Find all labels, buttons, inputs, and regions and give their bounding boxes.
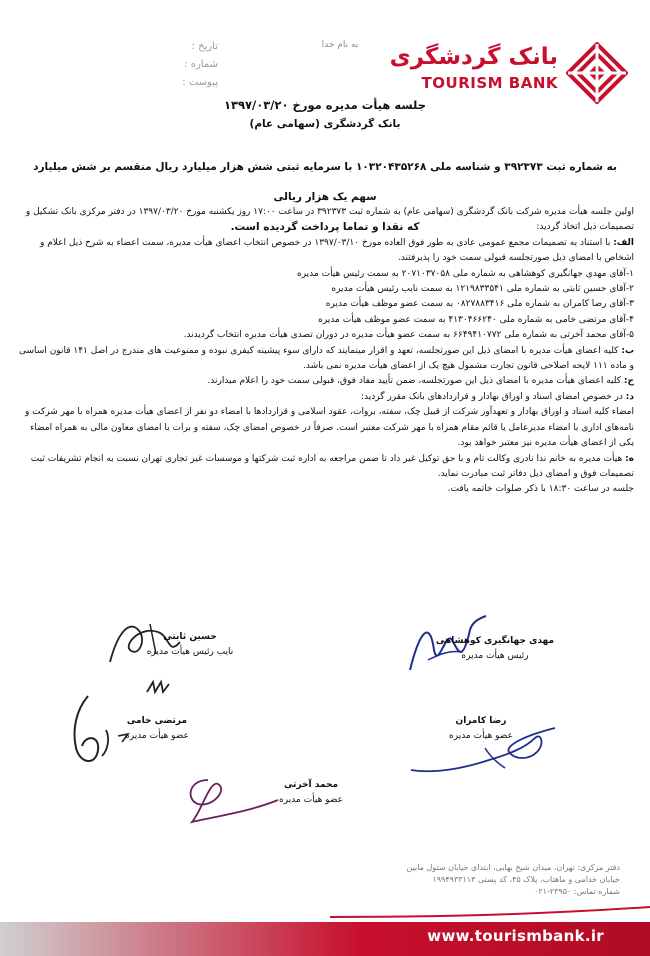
bank-name: بانک گردشگری (سهامی عام)	[249, 118, 401, 130]
number-label: شماره :	[184, 59, 218, 70]
closing-line: جلسه در ساعت ۱۸:۳۰ با ذکر صلوات خاتمه یافت.	[447, 484, 634, 495]
registration-line-1: به شماره ثبت ۳۹۲۳۷۳ و شناسه ملی ۱۰۳۲۰۴۳۵۲۶۸ با سرمایه ثبتی شش هزار میلیارد ریال منقسم بر شش میلیارد سهم یک هزار ریالی	[33, 161, 617, 203]
signatory-name: محمد آخرتی	[283, 780, 339, 790]
clause-e-label: ه:	[625, 453, 634, 464]
clause-d-intro-text: در خصوص امضای اسناد و اوراق بهادار و قراردادهای بانک مقرر گردید:	[360, 391, 623, 402]
signatory-kamran	[416, 714, 546, 744]
phone-number: شماره تماس: ۲۳۹۵۰-۰۲۱	[534, 887, 620, 896]
clause-c-label: ج:	[623, 376, 634, 387]
address-line-2: خیابان خدامی و ماهتاب، پلاک ۴۵، کد پستی ۱۹۹۴۹۳۳۱۱۳	[432, 875, 620, 884]
clause-a	[16, 236, 634, 267]
signatory-jahangiri	[420, 634, 570, 664]
intro-paragraph: اولین جلسه هیأت مدیره شرکت بانک گردشگری (سهامی عام) به شماره ثبت ۳۹۲۳۷۳ در ساعت ۱۷:۰۰ روز یکشنبه مورخ ۱۳۹۷/۰۳/۲۰ در دفتر مرکزی بانک تشکیل و تصمیمات ذیل اتخاذ گردید:	[25, 207, 634, 233]
member-4: ۴-آقای مرتضی خامی به شماره ملی ۴۱۳۰۴۶۶۲۴۰ به سمت عضو موظف هیأت مدیره	[318, 314, 634, 325]
clause-e-text: هیأت مدیره به خانم ندا نادری وکالت تام و با حق توکیل غیر داد تا ضمن مراجعه به اداره ثبت شرکتها و موسسات غیر تجاری تهران نسبت به انجام تشریفات ثبت تصمیمات فوق و امضای ذیل دفاتر ثبت مبادرت نماید.	[30, 453, 634, 479]
signatory-role: نایب رئیس هیأت مدیره	[146, 647, 234, 657]
signatory-name: رضا کامران	[455, 716, 507, 726]
clause-e	[16, 452, 634, 483]
signatory-khami	[92, 714, 222, 744]
clause-b	[16, 344, 634, 375]
website-link[interactable]: www.tourismbank.ir	[427, 927, 604, 945]
member-3: ۳-آقای رضا کامران به شماره ملی ۰۸۲۷۸۸۳۴۱۶ به سمت عضو موظف هیأت مدیره	[325, 299, 634, 310]
clause-d-intro	[16, 390, 634, 405]
date-label: تاریخ :	[191, 41, 218, 52]
member-1: ۱-آقای مهدی جهانگیری کوهشاهی به شماره ملی ۲۰۷۱۰۳۷۰۵۸ به سمت رئیس هیأت مدیره	[297, 268, 634, 279]
footer-bar	[0, 922, 650, 956]
footer-decoration	[330, 905, 650, 919]
bismillah: به نام خدا	[321, 40, 359, 50]
signatory-name: مرتضی خامی	[126, 716, 188, 726]
member-2: ۲-آقای حسین ثابتی به شماره ملی ۱۲۱۹۸۳۳۵۴۱ به سمت نایب رئیس هیأت مدیره	[331, 284, 634, 295]
logo-title-fa: بانک گردشگری	[389, 44, 558, 70]
signatory-role: عضو هیأت مدیره	[125, 731, 189, 741]
clause-d: امضاء کلیه اسناد و اوراق بهادار و تعهدآور شرکت از قبیل چک، سفته، بروات، عقود اسلامی و قراردادها با امضاء دو نفر از اعضای هیأت مدیره همراه با مهر شرکت و نامه‌های اداری با امضاء مدیرعامل یا قائم مقام همراه با مهر شرکت معتبر است. صرفاً در خصوص امضای چک، سفته و برات با امضای معاون مالی به همراه امضاء یکی از اعضای هیأت مدیره نیز معتبر خواهد بود.	[24, 407, 634, 449]
signatory-sabeti	[120, 630, 260, 660]
signatory-role: عضو هیأت مدیره	[279, 795, 343, 805]
bank-emblem-icon	[566, 42, 628, 104]
address-line-1: دفتر مرکزی: تهران، میدان شیخ بهایی، ابتدای خیابان ستول مابین	[406, 863, 620, 872]
signatory-role: رئیس هیأت مدیره	[461, 651, 529, 661]
minutes-body	[16, 205, 634, 498]
clause-d-label: د:	[625, 391, 634, 402]
registration-line-2: که نقدا و تماما پرداخت گردیده است.	[230, 221, 420, 233]
clause-b-label: ب:	[621, 345, 634, 356]
letter-meta	[78, 38, 218, 92]
clause-a-text: با استناد به تصمیمات مجمع عمومی عادی به طور فوق العاده مورخ ۱۳۹۷/۰۳/۱۰ در خصوص انتخاب اعضای هیأت مدیره، سمت اعضاء به شرح ذیل اعلام و اشخاص با امضای ذیل صورتجلسه قبولی سمت خود را پذیرفتند.	[40, 237, 634, 264]
footer-address	[388, 862, 620, 898]
signatory-akherati	[246, 778, 376, 808]
signatory-role: عضو هیأت مدیره	[449, 731, 513, 741]
attachment-label: پیوست :	[182, 77, 218, 88]
signature-sabeti-initial	[145, 678, 175, 696]
member-5: ۵-آقای محمد آخرتی به شماره ملی ۶۶۴۹۴۱۰۷۷۲ به سمت عضو هیأت مدیره در دوران تصدی هیأت مدیره انتخاب گردیدند.	[183, 330, 634, 341]
meeting-title: جلسه هیأت مدیره مورخ ۱۳۹۷/۰۳/۲۰	[223, 98, 427, 112]
logo-title-en: TOURISM BANK	[421, 74, 558, 92]
clause-a-label: الف:	[613, 237, 634, 248]
clause-b-text: کلیه اعضای هیأت مدیره با امضای ذیل این صورتجلسه، تعهد و اقرار مینمایند که دارای سوء پیشینه کیفری نبوده و ممنوعیت های مندرج در اصل ۱۴۱ قانون اساسی و ماده ۱۱۱ لایحه اصلاحی قانون تجارت مشمول هیچ یک از اعضای هیأت مدیره نمی باشد.	[19, 345, 634, 372]
signatory-name: حسین ثابتی	[163, 632, 217, 642]
clause-c	[16, 374, 634, 389]
signatory-name: مهدی جهانگیری کوهشاهی	[435, 636, 555, 646]
clause-c-text: کلیه اعضای هیأت مدیره با امضای ذیل این صورتجلسه، ضمن تأیید مفاد فوق، قبولی سمت خود را اعلام میدارند.	[207, 376, 622, 387]
